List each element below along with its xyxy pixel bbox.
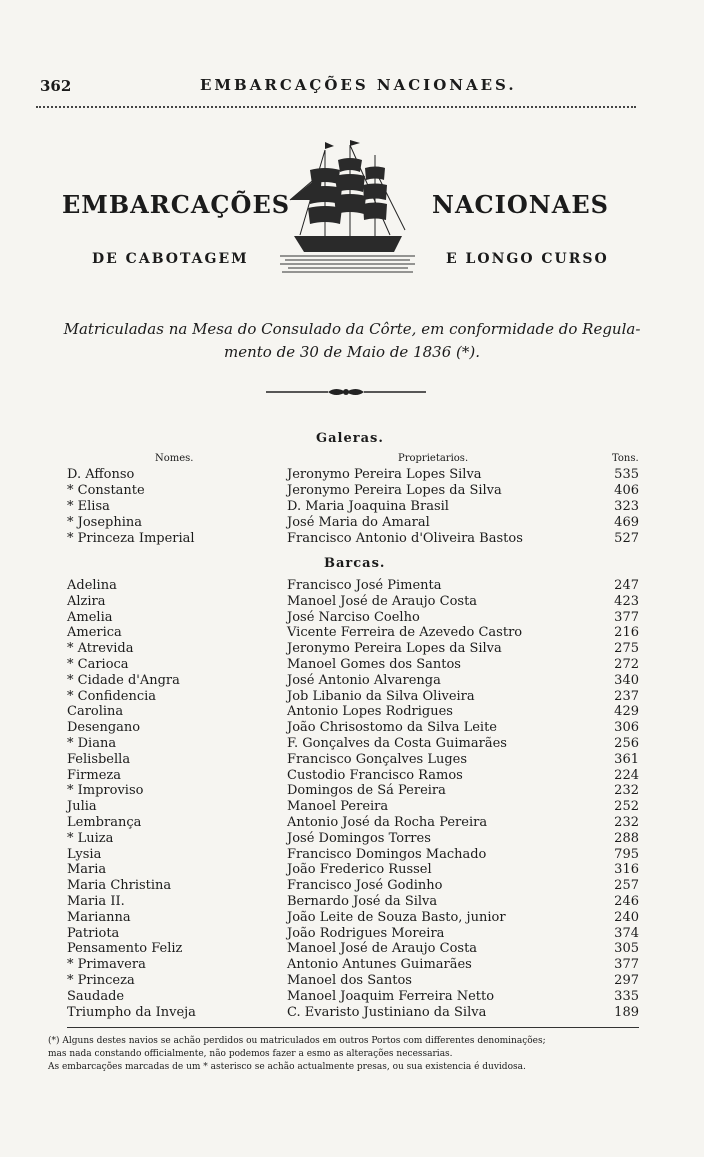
owner-name: Manoel dos Santos [287, 973, 412, 988]
ship-name: D. Affonso [67, 467, 135, 482]
tonnage: 429 [614, 704, 639, 720]
table-row [0, 704, 704, 720]
ship-name: Carolina [67, 704, 124, 720]
ship-name: * Elisa [67, 498, 110, 514]
tonnage: 224 [614, 767, 639, 783]
section-heading-galeras: Galeras. [316, 431, 384, 446]
table-row [0, 878, 704, 894]
tonnage: 288 [614, 830, 639, 846]
ship-name: Firmeza [67, 767, 122, 783]
owner-name: João Frederico Russel [287, 862, 432, 878]
footnote-line-2: mas nada constando officialmente, não podemos fazer a esmo as alterações necessarias. [48, 1049, 453, 1059]
tonnage: 232 [614, 783, 639, 799]
tonnage: 297 [614, 973, 639, 988]
ship-name: * Constante [67, 482, 145, 498]
ornament-divider [266, 386, 426, 398]
table-row [0, 594, 704, 610]
tonnage: 256 [614, 736, 639, 751]
table-row [0, 610, 704, 626]
footnote-rule [67, 1027, 639, 1028]
table-row [0, 926, 704, 942]
ship-name: * Atrevida [67, 641, 134, 657]
sailing-ship-icon [280, 140, 415, 275]
ship-name: * Improviso [67, 783, 144, 799]
tonnage: 240 [614, 909, 639, 925]
tonnage: 246 [614, 894, 639, 909]
ship-name: Alzira [67, 593, 106, 609]
tonnage: 377 [614, 609, 639, 625]
table-row [0, 783, 704, 799]
tonnage: 527 [614, 530, 639, 546]
owner-name: Jeronymo Pereira Lopes Silva [287, 467, 482, 482]
ship-name: * Princeza Imperial [67, 530, 195, 546]
ship-name: * Princeza [67, 973, 135, 988]
ship-name: Amelia [67, 609, 113, 625]
table-row [0, 657, 704, 673]
tonnage: 306 [614, 720, 639, 736]
ship-name: * Confidencia [67, 688, 157, 704]
tonnage: 275 [614, 641, 639, 657]
ship-name: Felisbella [67, 751, 131, 767]
table-row [0, 1005, 704, 1021]
table-row [0, 625, 704, 641]
ship-name: Patriota [67, 925, 120, 941]
column-header-names: Nomes. [155, 453, 194, 464]
ship-name: Adelina [67, 578, 117, 593]
table-row [0, 483, 704, 499]
ship-name: * Diana [67, 736, 117, 751]
tonnage: 340 [614, 672, 639, 688]
page-number: 362 [40, 77, 72, 95]
tonnage: 216 [614, 625, 639, 641]
owner-name: Jeronymo Pereira Lopes da Silva [287, 641, 502, 657]
owner-name: Jeronymo Pereira Lopes da Silva [287, 482, 502, 498]
header-dotted-rule [36, 106, 636, 110]
ship-name: America [67, 625, 122, 641]
table-row [0, 736, 704, 752]
owner-name: F. Gonçalves da Costa Guimarães [287, 736, 507, 751]
table-row [0, 799, 704, 815]
table-row [0, 467, 704, 483]
table-row [0, 831, 704, 847]
table-row [0, 941, 704, 957]
table-row [0, 689, 704, 705]
owner-name: Domingos de Sá Pereira [287, 783, 446, 799]
owner-name: Antonio Antunes Guimarães [287, 957, 472, 973]
tonnage: 316 [614, 862, 639, 878]
owner-name: João Rodrigues Moreira [287, 925, 445, 941]
table-row [0, 515, 704, 531]
table-row [0, 894, 704, 910]
ship-name: Lysia [67, 846, 102, 862]
ship-name: Maria II. [67, 894, 125, 909]
section-heading-barcas: Barcas. [324, 556, 386, 571]
footnote-line-3: As embarcações marcadas de um * asterisco se achão actualmente presas, ou sua existencia é duvidosa. [48, 1062, 526, 1072]
tonnage: 795 [614, 846, 639, 862]
column-header-tons: Tons. [612, 453, 639, 464]
owner-name: Francisco Domingos Machado [287, 846, 487, 862]
table-row [0, 973, 704, 989]
tonnage: 305 [614, 941, 639, 957]
owner-name: D. Maria Joaquina Brasil [287, 498, 449, 514]
owner-name: Manoel Gomes dos Santos [287, 657, 461, 672]
table-row [0, 578, 704, 594]
owner-name: João Leite de Souza Basto, junior [287, 909, 506, 925]
ship-name: Pensamento Feliz [67, 941, 183, 957]
table-row [0, 910, 704, 926]
table-row [0, 720, 704, 736]
ship-name: Saudade [67, 988, 125, 1004]
owner-name: Vicente Ferreira de Azevedo Castro [287, 625, 523, 641]
owner-name: José Domingos Torres [287, 830, 431, 846]
table-row [0, 957, 704, 973]
title-right: NACIONAES [432, 190, 609, 219]
table-row [0, 768, 704, 784]
owner-name: Bernardo José da Silva [287, 894, 438, 909]
subtitle-right: E LONGO CURSO [446, 251, 609, 267]
ship-name: * Josephina [67, 514, 143, 530]
tonnage: 232 [614, 815, 639, 830]
owner-name: Francisco Gonçalves Luges [287, 751, 468, 767]
owner-name: Manoel José de Araujo Costa [287, 593, 478, 609]
intro-line-2: mento de 30 de Maio de 1836 (*). [224, 343, 480, 361]
tonnage: 272 [614, 657, 639, 672]
footnote-line-1: (*) Alguns destes navios se achão perdidos ou matriculados em outros Portos com differentes denominações; [48, 1036, 546, 1046]
table-row [0, 499, 704, 515]
owner-name: João Chrisostomo da Silva Leite [287, 720, 497, 736]
ship-name: Triumpho da Inveja [67, 1004, 196, 1020]
intro-line-1: Matriculadas na Mesa do Consulado da Côrte, em conformidade do Regula- [63, 320, 641, 338]
owner-name: Francisco José Godinho [287, 878, 443, 894]
title-left: EMBARCAÇÕES [62, 190, 291, 219]
tonnage: 252 [614, 799, 639, 815]
owner-name: Job Libanio da Silva Oliveira [287, 688, 475, 704]
subtitle-left: DE CABOTAGEM [92, 251, 249, 267]
ship-name: * Cidade d'Angra [67, 672, 180, 688]
owner-name: José Maria do Amaral [287, 514, 430, 530]
table-row [0, 752, 704, 768]
owner-name: Francisco Antonio d'Oliveira Bastos [287, 530, 523, 546]
table-row [0, 673, 704, 689]
ship-name: * Luiza [67, 830, 114, 846]
owner-name: Custodio Francisco Ramos [287, 767, 463, 783]
tonnage: 406 [614, 482, 639, 498]
ship-name: * Primavera [67, 957, 146, 973]
tonnage: 257 [614, 878, 639, 894]
tonnage: 323 [614, 498, 639, 514]
owner-name: Manoel Joaquim Ferreira Netto [287, 988, 495, 1004]
ship-name: Maria Christina [67, 878, 172, 894]
table-row [0, 531, 704, 547]
ship-name: Marianna [67, 909, 131, 925]
tonnage: 361 [614, 751, 639, 767]
tonnage: 535 [614, 467, 639, 482]
ship-name: Maria [67, 862, 107, 878]
owner-name: Francisco José Pimenta [287, 578, 442, 593]
column-header-owners: Proprietarios. [398, 453, 469, 464]
owner-name: Manoel José de Araujo Costa [287, 941, 478, 957]
tonnage: 469 [614, 514, 639, 530]
table-row [0, 847, 704, 863]
running-title: EMBARCAÇÕES NACIONAES. [200, 76, 517, 94]
owner-name: Manoel Pereira [287, 799, 389, 815]
owner-name: Antonio Lopes Rodrigues [287, 704, 453, 720]
tonnage: 423 [614, 593, 639, 609]
table-row [0, 641, 704, 657]
tonnage: 374 [614, 925, 639, 941]
table-row [0, 815, 704, 831]
owner-name: C. Evaristo Justiniano da Silva [287, 1004, 487, 1020]
tonnage: 189 [614, 1004, 639, 1020]
tonnage: 335 [614, 988, 639, 1004]
ship-name: Julia [67, 799, 97, 815]
ship-name: Lembrança [67, 815, 142, 830]
ship-name: Desengano [67, 720, 141, 736]
tonnage: 377 [614, 957, 639, 973]
tonnage: 237 [614, 688, 639, 704]
owner-name: José Antonio Alvarenga [287, 672, 441, 688]
owner-name: Antonio José da Rocha Pereira [287, 815, 488, 830]
owner-name: José Narciso Coelho [287, 609, 420, 625]
table-row [0, 862, 704, 878]
table-row [0, 989, 704, 1005]
tonnage: 247 [614, 578, 639, 593]
ship-name: * Carioca [67, 657, 129, 672]
